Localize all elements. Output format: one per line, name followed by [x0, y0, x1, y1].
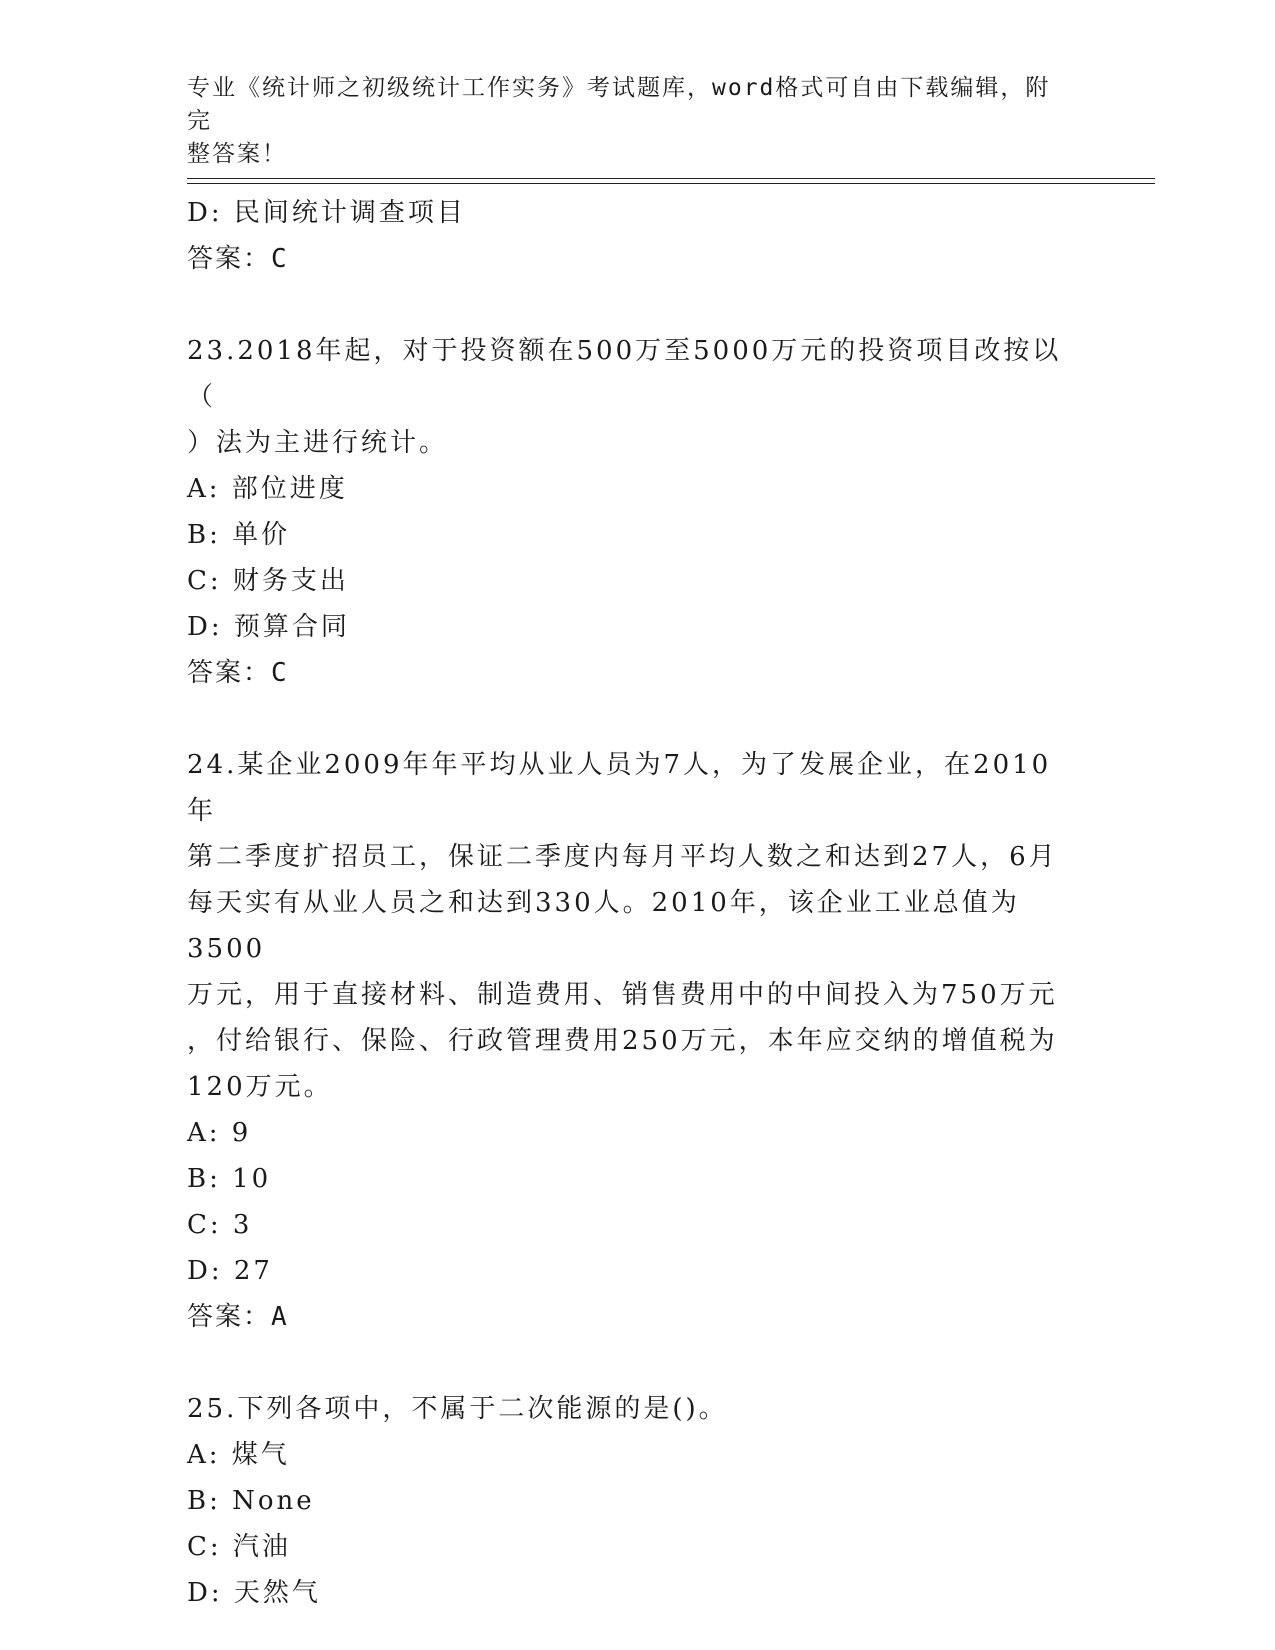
option-d: D: 27	[187, 1256, 273, 1286]
option-b: B: None	[187, 1486, 315, 1516]
option-d: D: 民间统计调查项目	[187, 198, 466, 228]
question-stem-line: 第二季度扩招员工，保证二季度内每月平均人数之和达到27人，6月	[187, 842, 1058, 872]
question-stem-line: 120万元。	[187, 1072, 333, 1102]
spacer	[187, 282, 1077, 328]
question-24	[187, 742, 1077, 1340]
question-stem-line: 24.某企业2009年年平均从业人员为7人，为了发展企业，在2010年	[187, 750, 1052, 826]
option-b: B: 单价	[187, 520, 291, 550]
header-line-2: 整答案！	[187, 141, 287, 167]
header-rule-top	[187, 178, 1155, 179]
page-header	[187, 72, 1067, 171]
option-b: B: 10	[187, 1164, 272, 1194]
document-body	[187, 190, 1077, 1616]
question-25	[187, 1386, 1077, 1616]
option-d: D: 预算合同	[187, 612, 350, 642]
header-rule-bottom	[187, 183, 1155, 184]
question-stem-line: 万元，用于直接材料、制造费用、销售费用中的中间投入为750万元	[187, 980, 1058, 1010]
option-d: D: 天然气	[187, 1578, 321, 1608]
question-stem-line: ，付给银行、保险、行政管理费用250万元，本年应交纳的增值税为	[187, 1026, 1058, 1056]
spacer	[187, 1340, 1077, 1386]
question-stem-line: 每天实有从业人员之和达到330人。2010年，该企业工业总值为3500	[187, 888, 1020, 964]
header-line-1: 专业《统计师之初级统计工作实务》考试题库，word格式可自由下载编辑，附完	[187, 75, 1051, 134]
question-stem-line: 23.2018年起，对于投资额在500万至5000万元的投资项目改按以（	[187, 336, 1062, 412]
question-23	[187, 328, 1077, 696]
option-c: C: 财务支出	[187, 566, 349, 596]
answer: 答案：C	[187, 244, 289, 274]
spacer	[187, 696, 1077, 742]
option-a: A: 煤气	[187, 1440, 290, 1470]
question-stem-line: ）法为主进行统计。	[187, 428, 449, 458]
option-a: A: 部位进度	[187, 474, 348, 504]
answer: 答案：C	[187, 658, 289, 688]
answer: 答案：A	[187, 1302, 289, 1332]
question-stem-line: 25.下列各项中，不属于二次能源的是()。	[187, 1394, 728, 1424]
option-a: A: 9	[187, 1118, 252, 1148]
option-c: C: 3	[187, 1210, 253, 1240]
option-c: C: 汽油	[187, 1532, 291, 1562]
